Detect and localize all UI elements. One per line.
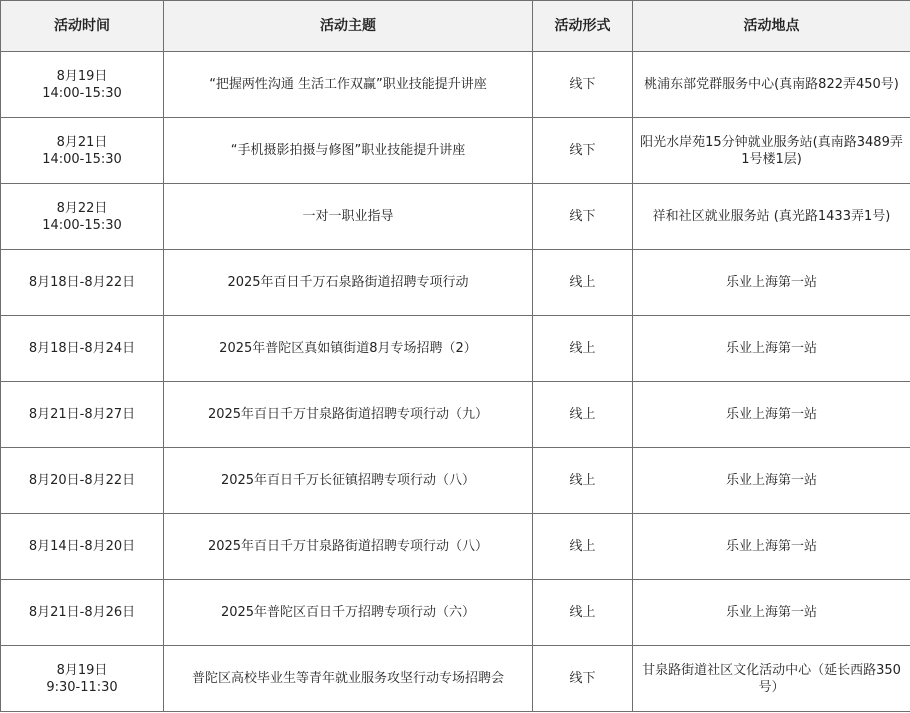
cell-place: 乐业上海第一站 <box>633 580 910 646</box>
cell-form: 线下 <box>533 118 633 184</box>
event-date: 8月22日 <box>56 200 108 216</box>
cell-time: 8月20日-8月22日 <box>1 448 164 514</box>
table-row <box>1 448 910 514</box>
cell-time: 8月21日-8月27日 <box>1 382 164 448</box>
cell-topic: 普陀区高校毕业生等青年就业服务攻坚行动专场招聘会 <box>164 646 533 712</box>
table-row <box>1 250 910 316</box>
cell-topic: “把握两性沟通 生活工作双赢”职业技能提升讲座 <box>164 52 533 118</box>
cell-form: 线上 <box>533 514 633 580</box>
cell-place: 桃浦东部党群服务中心(真南路822弄450号) <box>633 52 910 118</box>
table-row <box>1 580 910 646</box>
cell-topic: 2025年百日千万甘泉路街道招聘专项行动（八） <box>164 514 533 580</box>
table-row <box>1 514 910 580</box>
cell-place: 乐业上海第一站 <box>633 250 910 316</box>
cell-form: 线下 <box>533 52 633 118</box>
cell-time <box>1 52 164 118</box>
header-form: 活动形式 <box>533 1 633 52</box>
cell-place: 乐业上海第一站 <box>633 382 910 448</box>
cell-topic: 2025年普陀区百日千万招聘专项行动（六） <box>164 580 533 646</box>
cell-form: 线下 <box>533 184 633 250</box>
cell-place: 乐业上海第一站 <box>633 514 910 580</box>
table-row <box>1 316 910 382</box>
table-row <box>1 382 910 448</box>
event-date: 8月21日 <box>56 134 108 150</box>
cell-time: 8月21日-8月26日 <box>1 580 164 646</box>
event-hours: 14:00-15:30 <box>42 151 122 167</box>
cell-place: 阳光水岸苑15分钟就业服务站(真南路3489弄1号楼1层) <box>633 118 910 184</box>
cell-time <box>1 646 164 712</box>
header-topic: 活动主题 <box>164 1 533 52</box>
cell-time: 8月18日-8月24日 <box>1 316 164 382</box>
table-row <box>1 646 910 712</box>
table-header <box>1 1 910 52</box>
cell-topic: “手机摄影拍摄与修图”职业技能提升讲座 <box>164 118 533 184</box>
cell-place: 甘泉路街道社区文化活动中心（延长西路350号） <box>633 646 910 712</box>
cell-place: 祥和社区就业服务站 (真光路1433弄1号) <box>633 184 910 250</box>
cell-form: 线上 <box>533 382 633 448</box>
table-body <box>1 52 910 712</box>
event-date: 8月19日 <box>56 662 108 678</box>
cell-topic: 2025年百日千万石泉路街道招聘专项行动 <box>164 250 533 316</box>
cell-place: 乐业上海第一站 <box>633 448 910 514</box>
cell-topic: 一对一职业指导 <box>164 184 533 250</box>
header-place: 活动地点 <box>633 1 910 52</box>
header-row <box>1 1 910 52</box>
cell-form: 线下 <box>533 646 633 712</box>
table-row <box>1 52 910 118</box>
cell-time <box>1 118 164 184</box>
cell-form: 线上 <box>533 580 633 646</box>
cell-time: 8月14日-8月20日 <box>1 514 164 580</box>
cell-form: 线上 <box>533 316 633 382</box>
event-hours: 9:30-11:30 <box>46 679 118 695</box>
cell-topic: 2025年百日千万长征镇招聘专项行动（八） <box>164 448 533 514</box>
header-time: 活动时间 <box>1 1 164 52</box>
cell-place: 乐业上海第一站 <box>633 316 910 382</box>
event-hours: 14:00-15:30 <box>42 85 122 101</box>
cell-topic: 2025年普陀区真如镇街道8月专场招聘（2） <box>164 316 533 382</box>
cell-form: 线上 <box>533 250 633 316</box>
cell-form: 线上 <box>533 448 633 514</box>
event-date: 8月19日 <box>56 68 108 84</box>
table-row <box>1 184 910 250</box>
event-hours: 14:00-15:30 <box>42 217 122 233</box>
cell-time <box>1 184 164 250</box>
cell-topic: 2025年百日千万甘泉路街道招聘专项行动（九） <box>164 382 533 448</box>
table-row <box>1 118 910 184</box>
cell-time: 8月18日-8月22日 <box>1 250 164 316</box>
